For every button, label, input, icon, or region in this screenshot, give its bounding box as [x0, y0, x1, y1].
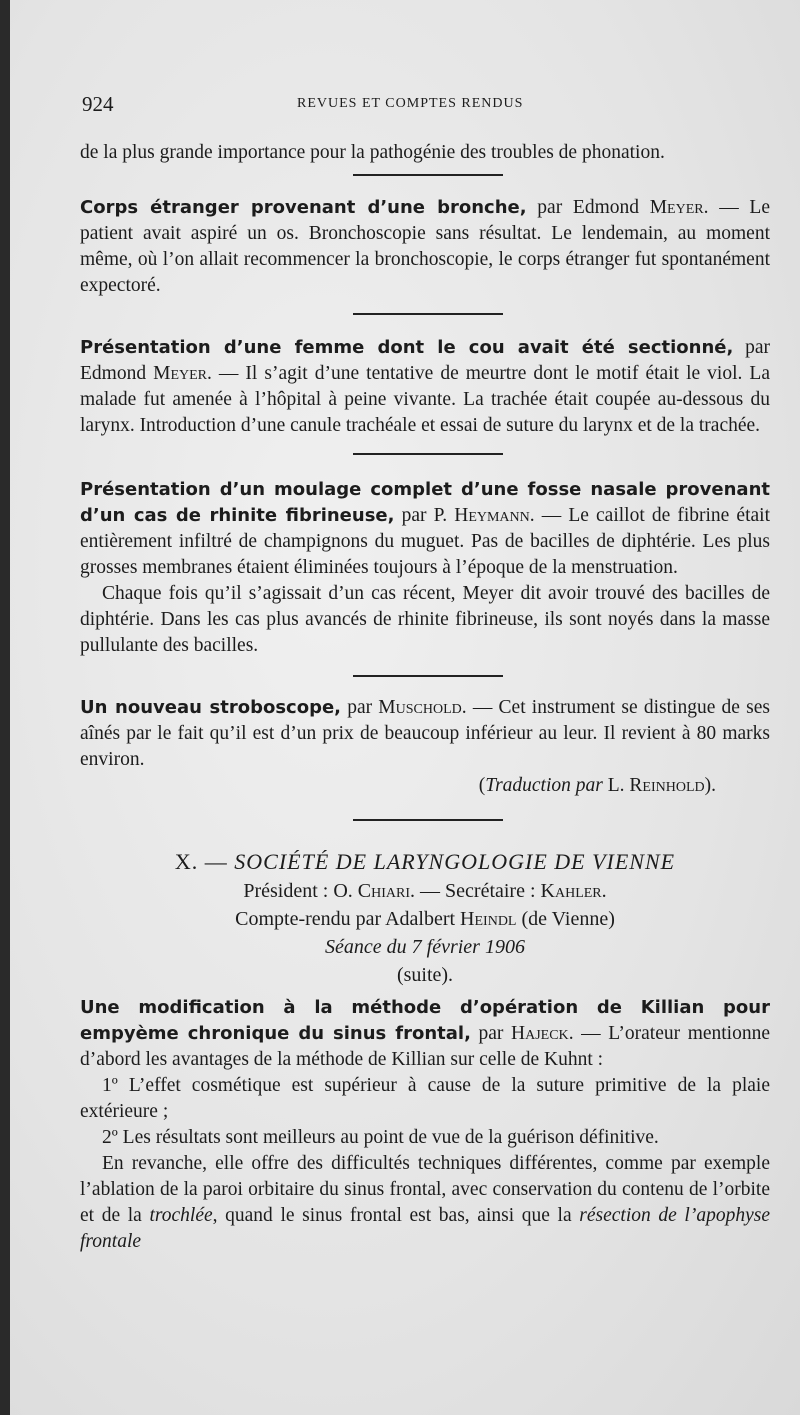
article-killian-paragraph-3: En revanche, elle offre des difficultés techniques différentes, comme par exemple l’ablation de la paroi orbitaire du sinus frontal, avec conservation du contenu de l’orbite et de la trochlée, quand le sinus frontal est bas, ainsi que la résection de l’apophyse frontale — [80, 1153, 770, 1252]
article-text: . — Le caillot de fibrine était entièrement infiltré de champignons du muguet. Pas de bacilles de diphtérie. Les plus grosses membranes étaient éliminées toujours à l’époque de la menstruation. — [80, 505, 770, 578]
translation-credit: (Traduction par L. Reinhold). — [478, 775, 716, 796]
list-item-1: 1º L’effet cosmétique est supérieur à cause de la suture primitive de la plaie extérieure ; — [80, 1075, 770, 1122]
author-name: Heymann — [454, 505, 530, 526]
article-moulage-paragraph-2: Chaque fois qu’il s’agissait d’un cas récent, Meyer dit avoir trouvé des bacilles de diphtérie. Dans les cas plus avancés de rhinite fibrineuse, ils sont noyés dans la masse pullulante des bacilles. — [80, 583, 770, 656]
page-header — [82, 92, 772, 116]
author-name: Muschold — [378, 697, 462, 718]
article-text: . — L’orateur mentionne d’abord les avantages de la méthode de Killian sur celle de Kuhnt : — [80, 1023, 771, 1070]
article-stroboscope: Un nouveau stroboscope, par Muschold. — Cet instrument se distingue de ses aînés par le fait qu’il est d’un prix de beaucoup inférieur au leur. Il revient à 80 marks environ. — [80, 697, 770, 770]
section-reporter: Compte-rendu par Adalbert Heindl (de Vienne) — [235, 908, 615, 930]
author-name: Meyer — [153, 363, 207, 384]
separator-rule — [353, 675, 503, 677]
article-title: Présentation d’un moulage complet d’une fosse nasale provenant d’un cas de rhinite fibrineuse, — [80, 479, 770, 526]
list-item-2: 2º Les résultats sont meilleurs au point de vue de la guérison définitive. — [102, 1127, 659, 1148]
section-officers: Président : O. Chiari. — Secrétaire : Kahler. — [243, 880, 607, 902]
article-title: Un nouveau stroboscope, — [80, 697, 341, 718]
continuation-paragraph: de la plus grande importance pour la pathogénie des troubles de phonation. — [80, 142, 665, 163]
article-text: . — Cet instrument se distingue de ses aînés par le fait qu’il est d’un prix de beaucoup inférieur au leur. Il revient à 80 marks environ. — [80, 697, 770, 770]
article-title: Corps étranger provenant d’une bronche, — [80, 197, 527, 218]
page-number: 924 — [82, 92, 114, 116]
article-text: . — Il s’agit d’une tentative de meurtre dont le motif était le viol. La malade fut amenée à l’hôpital à peine vivante. La trachée était coupée au-dessous du larynx. Introduction d’une canule trachéale et essai de suture du larynx et de la trachée. — [80, 363, 770, 436]
article-moulage: Présentation d’un moulage complet d’une fosse nasale provenant d’un cas de rhinite fibrineuse, par P. Heymann. — Le caillot de fibrine était entièrement infiltré de champignons du muguet. Pas de bacilles de diphtérie. Les plus grosses membranes étaient éliminées toujours à l’époque de la menstruation. — [80, 479, 770, 578]
article-killian: Une modification à la méthode d’opération de Killian pour empyème chronique du sinus frontal, par Hajeck. — L’orateur mentionne d’abord les avantages de la méthode de Killian sur celle de Kuhnt : — [80, 997, 771, 1070]
session-date: Séance du 7 février 1906 — [325, 936, 525, 958]
article-corps-etranger: Corps étranger provenant d’une bronche, par Edmond Meyer. — Le patient avait aspiré un os. Bronchoscopie sans résultat. Le lendemain, au moment même, où l’on allait recommencer la bronchoscopie, le corps étranger fut spontanément expectoré. — [80, 197, 770, 296]
article-femme-cou: Présentation d’une femme dont le cou avait été sectionné, par Edmond Meyer. — Il s’agit d’une tentative de meurtre dont le motif était le viol. La malade fut amenée à l’hôpital à peine vivante. La trachée était coupée au-dessous du larynx. Introduction d’une canule trachéale et essai de suture du larynx et de la trachée. — [80, 337, 770, 436]
separator-rule — [353, 313, 503, 315]
article-title: Une modification à la méthode d’opération de Killian pour empyème chronique du sinus frontal, — [80, 997, 770, 1044]
session-suite: (suite). — [396, 964, 454, 986]
section-heading — [80, 847, 770, 989]
article-title: Présentation d’une femme dont le cou avait été sectionné, — [80, 337, 734, 358]
separator-rule — [353, 453, 503, 455]
author-name: Hajeck — [511, 1023, 569, 1044]
separator-rule — [353, 819, 503, 821]
separator-rule — [353, 174, 503, 176]
page-body — [80, 140, 770, 1255]
running-head: REVUES ET COMPTES RENDUS — [297, 96, 524, 111]
author-name: Meyer — [649, 197, 704, 218]
translator-name: Reinhold — [629, 775, 705, 796]
article-text: . — Le patient avait aspiré un os. Bronchoscopie sans résultat. Le lendemain, au moment même, où l’on allait recommencer la bronchoscopie, le corps étranger fut spontanément expectoré. — [80, 197, 770, 296]
book-page — [10, 0, 800, 1415]
section-title: X. — SOCIÉTÉ DE LARYNGOLOGIE DE VIENNE — [174, 849, 676, 874]
